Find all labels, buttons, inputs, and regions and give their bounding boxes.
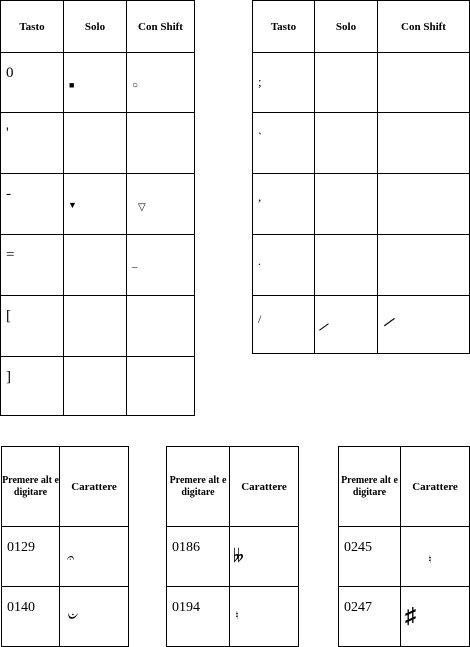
alt-code: 0186 <box>172 540 200 555</box>
code-cell <box>339 587 401 647</box>
shift-cell <box>127 235 195 296</box>
key-cell <box>253 174 315 235</box>
solo-cell <box>315 174 378 235</box>
key-label: ' <box>6 125 9 141</box>
code-cell <box>167 587 230 647</box>
header-carattere: Carattere <box>401 447 470 527</box>
header-premere-alt: Premere alt e digitare <box>167 447 230 527</box>
header-con-shift: Con Shift <box>127 1 195 53</box>
code-cell <box>167 527 230 587</box>
solo-cell <box>64 357 127 416</box>
shift-cell <box>378 296 470 354</box>
shift-cell <box>378 235 470 296</box>
sharp-symbol: ♯ <box>405 603 416 628</box>
key-cell <box>1 174 64 235</box>
char-cell <box>60 587 129 647</box>
code-cell <box>2 527 60 587</box>
solo-cell <box>64 53 127 113</box>
char-cell <box>401 587 470 647</box>
alt-code: 0245 <box>344 540 372 555</box>
alt-code: 0140 <box>7 600 35 615</box>
shift-cell <box>378 113 470 174</box>
alt-code: 0194 <box>172 600 200 615</box>
key-label: 0 <box>6 65 14 81</box>
header-tasto: Tasto <box>1 1 64 53</box>
shift-cell <box>127 174 195 235</box>
char-cell <box>230 527 299 587</box>
natural-symbol: ♮ <box>428 554 432 566</box>
shift-cell <box>127 357 195 416</box>
solo-cell <box>64 296 127 357</box>
key-cell <box>253 235 315 296</box>
key-label: [ <box>6 308 11 324</box>
header-premere-alt: Premere alt e digitare <box>2 447 60 527</box>
solo-cell <box>315 235 378 296</box>
key-label: - <box>6 186 11 202</box>
key-cell <box>253 53 315 113</box>
alt-code-table-1 <box>1 446 129 647</box>
solo-cell <box>315 113 378 174</box>
char-cell <box>401 527 470 587</box>
key-cell <box>1 53 64 113</box>
key-cell <box>253 296 315 354</box>
code-cell <box>2 587 60 647</box>
header-con-shift: Con Shift <box>378 1 470 53</box>
key-cell <box>1 357 64 416</box>
short-dash-symbol: – <box>132 261 138 273</box>
key-table-right <box>252 0 470 354</box>
key-label: = <box>6 247 15 263</box>
filled-square-symbol: ■ <box>69 80 75 90</box>
slash-symbol: / <box>316 319 331 336</box>
key-cell <box>253 113 315 174</box>
key-label: ` <box>258 130 262 144</box>
key-cell <box>1 235 64 296</box>
char-cell <box>60 527 129 587</box>
solo-cell <box>64 174 127 235</box>
header-solo: Solo <box>315 1 378 53</box>
shift-cell <box>378 53 470 113</box>
alt-code: 0247 <box>344 600 372 615</box>
solo-cell <box>64 235 127 296</box>
open-circle-symbol: ○ <box>132 80 139 91</box>
key-table-left <box>0 0 195 416</box>
shift-cell <box>127 113 195 174</box>
key-label: , <box>258 189 262 204</box>
solo-cell <box>64 113 127 174</box>
key-label: ; <box>258 74 262 89</box>
key-label: / <box>258 312 262 326</box>
header-carattere: Carattere <box>230 447 299 527</box>
open-triangle-symbol: ▽ <box>138 202 146 213</box>
alt-code: 0129 <box>7 540 35 555</box>
solo-cell <box>315 53 378 113</box>
shift-cell <box>378 174 470 235</box>
music-symbol: 𝄐 <box>66 550 74 565</box>
alt-code-table-3 <box>338 446 470 647</box>
key-cell <box>1 296 64 357</box>
header-premere-alt: Premere alt e digitare <box>339 447 401 527</box>
code-cell <box>339 527 401 587</box>
header-solo: Solo <box>64 1 127 53</box>
key-cell <box>1 113 64 174</box>
header-tasto: Tasto <box>253 1 315 53</box>
large-slash-symbol: / <box>381 312 398 332</box>
filled-triangle-symbol: ▼ <box>68 200 77 210</box>
char-cell <box>230 587 299 647</box>
header-carattere: Carattere <box>60 447 129 527</box>
alt-code-table-2 <box>166 446 299 647</box>
natural-symbol: ♮ <box>235 610 239 622</box>
shift-cell <box>127 296 195 357</box>
music-symbol: 𝄑 <box>66 606 77 626</box>
key-label: ] <box>6 369 11 385</box>
solo-cell <box>315 296 378 354</box>
key-label: . <box>258 254 261 268</box>
shift-cell <box>127 53 195 113</box>
double-flat-symbol: 𝄫 <box>233 546 244 566</box>
